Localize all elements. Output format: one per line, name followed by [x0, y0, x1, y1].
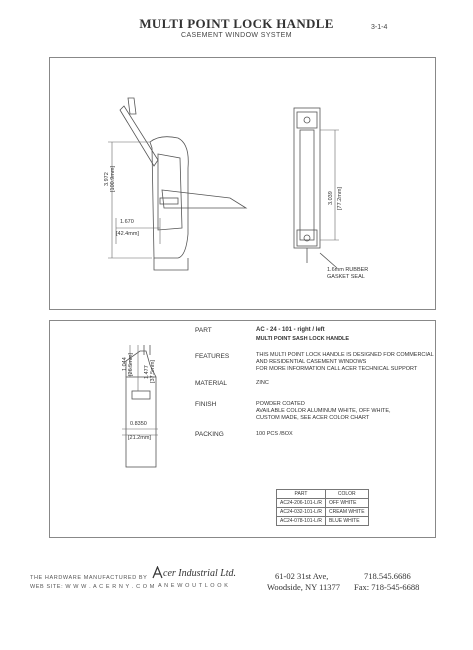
dim-a-in: 1.044: [122, 357, 128, 371]
material-label: MATERIAL: [195, 380, 228, 387]
footer-website[interactable]: WEB SITE: W W W . A C E R N Y . C O M: [30, 584, 155, 590]
part-name: MULTI POINT SASH LOCK HANDLE: [256, 336, 350, 342]
table-header-color: COLOR: [325, 490, 368, 499]
dim-right-in: 3.039: [328, 191, 334, 205]
fax-number: Fax: 718-545-6688: [354, 582, 420, 592]
dim-right-mm: [77.2mm]: [337, 187, 343, 210]
table-cell-part: AC24-206-101-L/R: [277, 499, 326, 508]
drawing-frame-top: [49, 57, 436, 310]
page-number: 3-1-4: [371, 24, 388, 31]
part-label: PART: [195, 327, 212, 334]
table-cell-color: OFF WHITE: [325, 499, 368, 508]
dim-a-mm: [26.5mm]: [128, 353, 134, 376]
dim-height-in: 3.972: [104, 172, 110, 186]
handle-profile-drawing: [50, 321, 180, 481]
features-line2: AND RESIDENTIAL CASEMENT WINDOWS: [256, 359, 367, 365]
table-cell-part: AC24-078-101-L/R: [277, 517, 326, 526]
dim-height-mm: [100.9mm]: [110, 166, 116, 192]
company-logo-text: cer Industrial Ltd.: [163, 568, 237, 579]
packing-value: 100 PCS /BOX: [256, 431, 293, 437]
finish-line3: CUSTOM MADE, SEE ACER COLOR CHART: [256, 415, 370, 421]
dim-width-in: 1.670: [120, 219, 134, 225]
part-value: AC - 24 - 101 - right / left: [256, 327, 325, 333]
company-tagline: A N E W O U T L O O K: [158, 583, 229, 589]
dim-width-mm: [42.4mm]: [116, 231, 139, 237]
features-label: FEATURES: [195, 353, 230, 360]
address-line2: Woodside, NY 11377: [267, 582, 341, 592]
packing-label: PACKING: [195, 431, 224, 438]
phone-number: 718.545.6686: [364, 571, 411, 581]
page-title: MULTI POINT LOCK HANDLE: [139, 16, 334, 31]
material-value: ZINC: [256, 380, 269, 386]
address-line1: 61-02 31st Ave,: [275, 571, 329, 581]
features-line1: THIS MULTI POINT LOCK HANDLE IS DESIGNED FOR COMMERCIAL: [256, 352, 434, 358]
spec-frame-bottom: [49, 320, 436, 538]
dim-b-in: 1.477: [144, 365, 150, 379]
finish-label: FINISH: [195, 401, 217, 408]
finish-line1: POWDER COATED: [256, 401, 305, 407]
gasket-note-line1: 1.6mm RUBBER: [327, 267, 369, 273]
table-cell-part: AC24-032-101-L/R: [277, 508, 326, 517]
table-row: [277, 499, 369, 508]
table-cell-color: CREAM WHITE: [325, 508, 368, 517]
dim-c-mm: [21.2mm]: [128, 435, 151, 441]
table-header-row: [277, 490, 369, 499]
page-subtitle: CASEMENT WINDOW SYSTEM: [181, 32, 292, 39]
features-line3: FOR MORE INFORMATION CALL ACER TECHNICAL SUPPORT: [256, 366, 418, 372]
parts-color-table: [276, 489, 369, 526]
table-row: [277, 508, 369, 517]
dim-b-mm: [37.5mm]: [150, 360, 156, 383]
finish-line2: AVAILABLE COLOR ALUMINUM WHITE, OFF WHITE,: [256, 408, 391, 414]
footer-manufacturer: THE HARDWARE MANUFACTURED BY: [30, 575, 148, 581]
table-header-part: PART: [277, 490, 326, 499]
table-row: [277, 517, 369, 526]
gasket-note-line2: GASKET SEAL: [327, 274, 365, 280]
dim-c-in: 0.8350: [130, 421, 147, 427]
acer-logo-icon: [152, 566, 163, 579]
table-cell-color: BLUE WHITE: [325, 517, 368, 526]
